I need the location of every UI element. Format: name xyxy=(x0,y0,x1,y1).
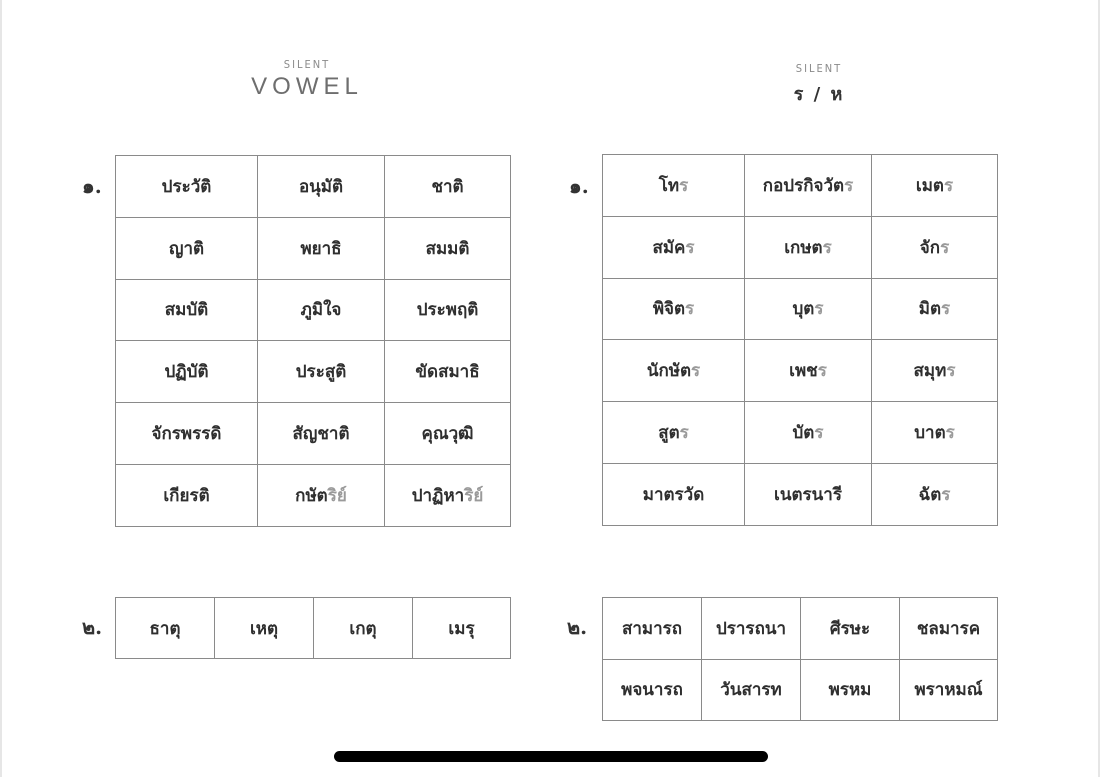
word-cell xyxy=(745,463,872,525)
table-row xyxy=(116,464,511,526)
word-text: ญาติ xyxy=(168,238,205,259)
word-text: ประสูติ xyxy=(295,362,347,383)
word-cell xyxy=(258,156,385,218)
word-cell xyxy=(603,463,745,525)
word-text: ปฏิบัติ xyxy=(164,362,209,383)
word-text: ศีรษะ xyxy=(829,618,871,639)
word-text: โท xyxy=(658,175,680,196)
section-number: ๒. xyxy=(567,615,588,639)
silent-letter: ร xyxy=(945,423,955,444)
word-cell xyxy=(745,216,872,278)
silent-letter: ร xyxy=(814,423,824,444)
word-text: ฉัต xyxy=(918,484,942,505)
word-text: ปาฏิหา xyxy=(411,485,465,506)
word-cell xyxy=(900,659,998,721)
word-table-right-2 xyxy=(602,597,998,721)
word-text: สามารถ xyxy=(621,618,683,639)
word-cell xyxy=(603,598,702,660)
word-cell xyxy=(385,464,511,526)
word-table-right-1 xyxy=(602,154,998,526)
table-row xyxy=(603,598,998,660)
silent-letter: ร xyxy=(946,361,956,382)
table-row xyxy=(116,156,511,218)
word-text: สัญชาติ xyxy=(292,424,350,445)
word-cell xyxy=(872,216,998,278)
table-row xyxy=(603,463,998,525)
word-text: ชลมารค xyxy=(916,618,981,639)
word-text: พจนารถ xyxy=(621,680,683,701)
word-cell xyxy=(314,598,413,659)
silent-letter: ร xyxy=(814,299,824,320)
word-text: มิต xyxy=(918,299,942,320)
table-row xyxy=(116,341,511,403)
word-cell xyxy=(872,155,998,217)
home-indicator[interactable] xyxy=(334,751,768,762)
silent-letter: ร xyxy=(844,175,854,196)
word-cell xyxy=(702,659,801,721)
word-cell xyxy=(872,463,998,525)
word-text: ชาติ xyxy=(431,176,464,197)
word-cell xyxy=(603,340,745,402)
word-cell xyxy=(116,341,258,403)
word-cell xyxy=(702,598,801,660)
word-cell xyxy=(116,279,258,341)
word-cell xyxy=(872,340,998,402)
word-text: ภูมิใจ xyxy=(300,300,342,321)
heading-title: VOWEL xyxy=(251,73,363,100)
word-text: ปรารถนา xyxy=(715,618,787,639)
heading-title: ร / ห xyxy=(793,84,845,105)
word-text: สมัค xyxy=(652,237,686,258)
word-cell xyxy=(801,598,900,660)
word-cell xyxy=(385,341,511,403)
word-cell xyxy=(603,659,702,721)
section-number: ๒. xyxy=(82,615,103,639)
word-cell xyxy=(801,659,900,721)
word-cell xyxy=(872,278,998,340)
silent-letter: ร xyxy=(685,299,695,320)
word-text: เกียรติ xyxy=(163,485,210,506)
word-text: เนตรนารี xyxy=(774,484,842,505)
word-text: สมบัติ xyxy=(164,300,209,321)
word-text: ธาตุ xyxy=(149,618,181,639)
word-cell xyxy=(215,598,314,659)
word-cell xyxy=(258,464,385,526)
silent-letter: ร xyxy=(679,175,689,196)
word-cell xyxy=(745,340,872,402)
word-cell xyxy=(603,278,745,340)
word-cell xyxy=(116,403,258,465)
word-text: เพช xyxy=(789,361,818,382)
silent-letter: ร xyxy=(822,237,832,258)
word-text: บัต xyxy=(792,423,815,444)
word-cell xyxy=(745,402,872,464)
table-row xyxy=(603,155,998,217)
word-text: กอปรกิจวัต xyxy=(762,175,845,196)
word-text: เหตุ xyxy=(249,618,279,639)
word-text: ขัดสมาธิ xyxy=(415,362,480,383)
table-row xyxy=(603,340,998,402)
section-number: ๑. xyxy=(569,174,589,198)
table-row xyxy=(603,278,998,340)
silent-letter: ร xyxy=(817,361,827,382)
word-cell xyxy=(258,341,385,403)
word-text: มาตรวัด xyxy=(642,484,705,505)
word-cell xyxy=(603,155,745,217)
word-cell xyxy=(872,402,998,464)
word-cell xyxy=(603,216,745,278)
left-edge xyxy=(0,0,2,777)
word-cell xyxy=(116,464,258,526)
word-text: เกตุ xyxy=(349,618,377,639)
word-cell xyxy=(745,155,872,217)
word-cell xyxy=(385,279,511,341)
word-text: เกษต xyxy=(784,237,823,258)
table-row xyxy=(603,216,998,278)
silent-letter: ร xyxy=(941,299,951,320)
heading-small-label: SILENT xyxy=(283,58,331,71)
silent-letter: ร xyxy=(685,237,695,258)
word-cell xyxy=(413,598,511,659)
word-text: คุณวุฒิ xyxy=(421,424,474,445)
silent-letter: ร xyxy=(943,175,954,196)
word-cell xyxy=(116,598,215,659)
word-cell xyxy=(116,156,258,218)
table-row xyxy=(116,279,511,341)
silent-letter: ร xyxy=(691,361,701,382)
silent-letter: ร xyxy=(941,484,951,505)
word-text: ประวัติ xyxy=(161,176,212,197)
word-cell xyxy=(385,403,511,465)
word-text: อนุมัติ xyxy=(298,176,344,197)
heading-small-label: SILENT xyxy=(795,62,843,75)
word-table-left-1 xyxy=(115,155,511,527)
word-text: จัก xyxy=(919,237,941,258)
word-cell xyxy=(900,598,998,660)
silent-letter: ริย์ xyxy=(327,485,347,506)
word-cell xyxy=(385,156,511,218)
word-text: ประพฤติ xyxy=(416,300,479,321)
word-cell xyxy=(258,279,385,341)
silent-letter: ร xyxy=(679,423,689,444)
word-text: สมุท xyxy=(913,361,947,382)
section-number: ๑. xyxy=(82,174,102,198)
table-row xyxy=(116,403,511,465)
table-row xyxy=(116,217,511,279)
word-text: กษัต xyxy=(295,485,328,506)
word-cell xyxy=(385,217,511,279)
silent-letter: ริย์ xyxy=(464,485,484,506)
word-text: สมมติ xyxy=(425,238,470,259)
word-table-left-2 xyxy=(115,597,511,659)
word-text: บาต xyxy=(914,423,946,444)
word-text: เมต xyxy=(915,175,944,196)
word-text: พยาธิ xyxy=(300,238,342,259)
heading-silent-vowel xyxy=(207,58,407,101)
word-cell xyxy=(258,217,385,279)
word-text: พิจิต xyxy=(652,299,686,320)
word-text: บุต xyxy=(792,299,815,320)
word-cell xyxy=(745,278,872,340)
silent-letter: ร xyxy=(940,237,950,258)
word-text: จักรพรรดิ xyxy=(151,424,222,445)
word-text: พรหม xyxy=(828,680,872,701)
table-row xyxy=(116,598,511,659)
word-text: วันสารท xyxy=(720,680,782,701)
table-row xyxy=(603,659,998,721)
word-cell xyxy=(603,402,745,464)
heading-silent-consonant xyxy=(719,62,919,108)
word-text: สูต xyxy=(658,423,680,444)
word-text: พราหมณ์ xyxy=(914,680,983,701)
word-text: นักษัต xyxy=(646,361,692,382)
word-cell xyxy=(258,403,385,465)
word-text: เมรุ xyxy=(448,618,475,639)
table-row xyxy=(603,402,998,464)
word-cell xyxy=(116,217,258,279)
